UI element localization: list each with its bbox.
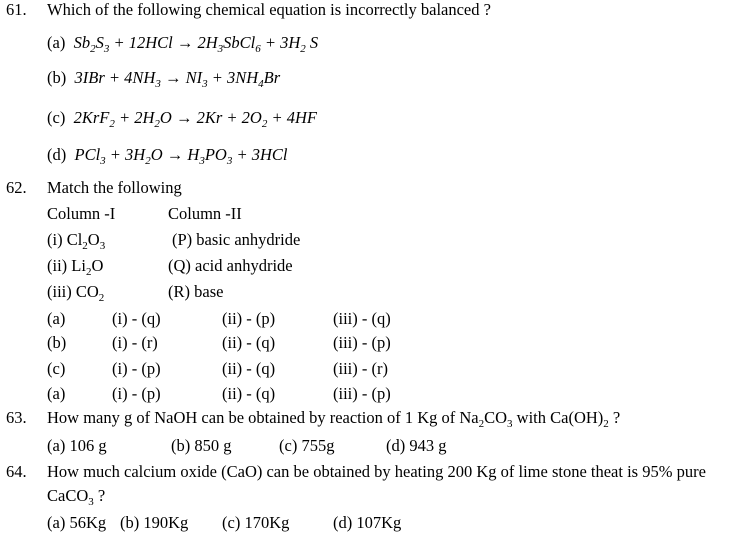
subscript: 3 (217, 43, 224, 55)
option-label: (c) (47, 359, 66, 378)
option-pair: (i) - (r) (112, 333, 158, 352)
match-left-item (47, 230, 105, 250)
subscript: 3 (103, 43, 110, 55)
subscript: 2 (98, 292, 105, 304)
formula-part: S (305, 33, 319, 52)
subscript: 3 (100, 155, 106, 167)
stem-part: CaCO (47, 486, 89, 505)
question-number: 64. (6, 462, 27, 481)
subscript: 6 (255, 43, 261, 55)
subscript: 2 (478, 418, 485, 430)
question-stem-continued (47, 486, 105, 506)
option-c: (c) 170Kg (222, 513, 290, 532)
subscript: 2 (154, 118, 160, 130)
column-2-header: Column -II (168, 204, 242, 223)
question-stem: Match the following (47, 178, 182, 197)
formula-part: O (150, 145, 167, 164)
formula-part: NI (181, 68, 203, 87)
stem-part: How many g of NaOH can be obtained by reaction of 1 Kg of Na (47, 408, 479, 427)
subscript: 3 (99, 240, 106, 252)
option-a (47, 33, 318, 53)
formula-part: O (87, 230, 100, 249)
subscript: 2 (145, 155, 151, 167)
arrow-icon: → (164, 68, 182, 87)
option-pair: (iii) - (q) (333, 309, 391, 328)
question-stem (47, 408, 620, 428)
subscript: 3 (226, 155, 233, 167)
formula-part: (ii) Li (47, 256, 86, 275)
subscript: 2 (603, 418, 609, 430)
formula-part: + 3H (105, 145, 146, 164)
option-d (47, 145, 287, 165)
subscript: 3 (199, 155, 205, 167)
question-number: 62. (6, 178, 27, 197)
match-left-item (47, 282, 104, 302)
formula-part: 2H (193, 33, 218, 52)
subscript: 3 (88, 496, 94, 508)
subscript: 2 (85, 266, 92, 278)
option-d: (d) 943 g (386, 436, 447, 455)
stem-part: CO (484, 408, 508, 427)
option-pair: (i) - (p) (112, 384, 161, 403)
option-pair: (ii) - (p) (222, 309, 276, 328)
subscript: 2 (90, 43, 96, 55)
option-pair: (i) - (p) (112, 359, 161, 378)
arrow-icon: → (175, 108, 193, 127)
subscript: 2 (261, 118, 268, 130)
stem-part: ? (93, 486, 106, 505)
formula-part: S (95, 33, 104, 52)
option-pair: (ii) - (q) (222, 333, 276, 352)
question-number: 63. (6, 408, 27, 427)
match-right-item: (Q) acid anhydride (168, 256, 293, 275)
arrow-icon: → (166, 145, 184, 164)
subscript: 3 (507, 418, 513, 430)
option-c (47, 108, 317, 128)
option-b (47, 68, 280, 88)
option-c: (c) 755g (279, 436, 335, 455)
option-pair: (iii) - (r) (333, 359, 388, 378)
stem-part: with Ca(OH) (512, 408, 604, 427)
formula-part: + 12HCl (109, 33, 177, 52)
column-1-header: Column -I (47, 204, 116, 223)
option-pair: (ii) - (q) (222, 384, 276, 403)
option-label: (b) (47, 333, 67, 352)
formula-part: H (183, 145, 200, 164)
option-a: (a) 106 g (47, 436, 107, 455)
option-pair: (iii) - (p) (333, 333, 391, 352)
match-left-item (47, 256, 103, 276)
formula-part: Sb (73, 33, 91, 52)
formula-part: SbCl (223, 33, 256, 52)
subscript: 2 (109, 118, 115, 130)
formula-part: 3IBr + 4NH (74, 68, 156, 87)
formula-part: O (159, 108, 176, 127)
formula-part: (i) Cl (47, 230, 83, 249)
option-label: (a) (47, 33, 66, 52)
option-d: (d) 107Kg (333, 513, 402, 532)
formula-part: + 4HF (267, 108, 317, 127)
question-number: 61. (6, 0, 27, 19)
formula-part: (iii) CO (47, 282, 99, 301)
option-label: (d) (47, 145, 67, 164)
option-pair: (iii) - (p) (333, 384, 391, 403)
question-stem: How much calcium oxide (CaO) can be obtained by heating 200 Kg of lime stone theat is 95% pure (47, 462, 706, 481)
formula-part: + 2H (114, 108, 155, 127)
formula-part: + 3H (260, 33, 301, 52)
formula-part: + 3NH (207, 68, 259, 87)
subscript: 2 (82, 240, 88, 252)
subscript: 3 (155, 78, 161, 90)
formula-part: 2Kr + 2O (192, 108, 262, 127)
formula-part: Br (263, 68, 281, 87)
arrow-icon: → (176, 33, 194, 52)
formula-part: + 3HCl (232, 145, 288, 164)
subscript: 4 (258, 78, 264, 90)
option-pair: (ii) - (q) (222, 359, 276, 378)
option-label: (b) (47, 68, 67, 87)
formula-part: 2KrF (73, 108, 110, 127)
match-right-item: (R) base (168, 282, 224, 301)
match-right-item: (P) basic anhydride (172, 230, 301, 249)
option-b: (b) 190Kg (120, 513, 189, 532)
formula-part: PO (204, 145, 227, 164)
option-b: (b) 850 g (171, 436, 232, 455)
option-a: (a) 56Kg (47, 513, 107, 532)
formula-part: PCl (74, 145, 101, 164)
option-pair: (i) - (q) (112, 309, 161, 328)
option-label: (a) (47, 384, 66, 403)
subscript: 2 (300, 43, 306, 55)
stem-part: ? (608, 408, 621, 427)
formula-part: O (91, 256, 104, 275)
option-label: (c) (47, 108, 66, 127)
option-label: (a) (47, 309, 66, 328)
subscript: 3 (202, 78, 208, 90)
question-stem: Which of the following chemical equation is incorrectly balanced ? (47, 0, 491, 19)
